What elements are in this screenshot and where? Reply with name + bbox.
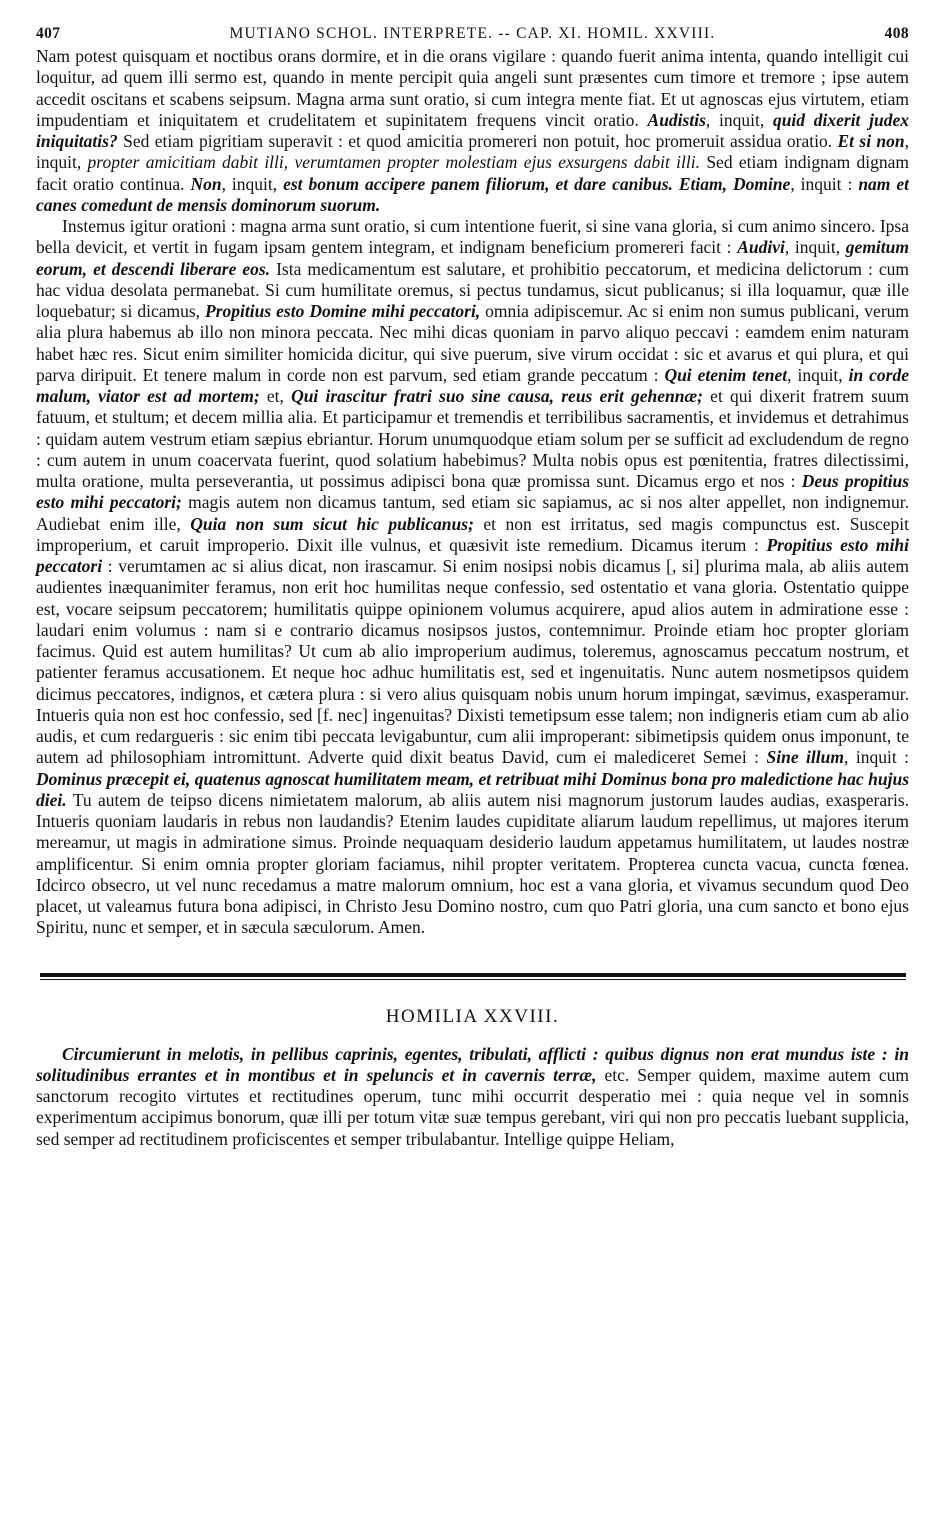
scripture-quote: gemitum eorum, et descendi liberare eos. — [36, 237, 909, 279]
scripture-quote: propter amicitiam dabit illi, verumtamen propter molestiam ejus exsurgens dabit illi. — [87, 152, 700, 173]
running-header — [36, 22, 909, 46]
scripture-quote: Dominus præcepit ei, quatenus agnoscat humilitatem meam, et retribuat mihi Dominus bona pro maledictione hac hujus diei. — [36, 768, 909, 810]
text-run: Tu autem de teipso dicens nimietatem malorum, ab aliis autem nisi magnorum justorum laudes audias, exasperaris. Intueris quoniam laudaris in rebus non laudandis? Etenim laudes cupiditate aliarum laudum repellimus, ut majores iterum mereamur, ut magis in admiratione simus. Proinde nequaquam desiderio laudum appetamus humilitatem, ut laudes nostræ amplificentur. Si enim omnia propter gloriam faciamus, nihil propter veritatem. Propterea cuncta vacua, cuncta fœnea. Idcirco obsecro, ut vel nunc recedamus a matre malorum omnium, hoc est a vana gloria, et vivamus secundum quod Deo placet, ut valeamus futura bona adipisci, in Christo Jesu Domino nostro, cum quo Patri gloria, una cum sancto et bono ejus Spiritu, nunc et semper, et in sæcula sæculorum. Amen. — [36, 789, 910, 938]
paragraph-instemus — [36, 216, 909, 939]
running-title: MUTIANO SCHOL. INTERPRETE. -- CAP. XI. HOMIL. XXVIII. — [229, 25, 716, 42]
scripture-quote: Sine illum — [766, 747, 844, 768]
scripture-quote: Audistis — [647, 109, 706, 130]
text-run: , inquit, — [705, 109, 765, 130]
scripture-quote: Deus propitius esto mihi peccatori; — [36, 471, 910, 513]
scripture-quote: in corde malum, viator est ad mortem; — [36, 364, 909, 406]
text-run: , inquit : — [790, 173, 853, 194]
text-run: : verumtamen ac si alius dicat, non irascamur. Si enim nosipsi nobis dicamus [, si] plurima mala, ab aliis autem audientes inæquanimiter feramus, non erit hoc humilitas neque confessio, sed ostentatio et vana gloria. Ostentatio quippe est, vocare seipsum peccatorem; humilitatis quippe opinionem volumus acquirere, apud alios autem in admiratione esse : laudari enim volumus : nam si e contrario dicamus nosipsos justos, contemnimur. Proinde etiam hoc propter gloriam facimus. Quid est autem humilitas? Ut cum ab alio improperium audimus, toleremus, agnoscamus peccatum nostrum, et patienter feramus accusationem. Et neque hoc adhuc humilitatis est, sed et ingenuitatis. Nunc autem nosmetipsos quidem dicimus peccatores, indignos, et cætera plura : si vero alius quisquam nobis unum horum impingat, sævimus, exasperamur. Intueris quia non est hoc confessio, sed [f. nec] ingenuitas? Dixisti temetipsum esse talem; non indigneris etiam cum ab alio audis, et cum redargueris : sic enim tibi peccata levigabuntur, cum alii improperant: sibimetipsis quidem onus imponunt, te autem ad philosophiam intromittunt. Adverte quid dixit beatus David, cum ei malediceret Semei : — [36, 556, 909, 768]
homily-xxvii-conclusion — [36, 46, 909, 939]
divider-thin-line — [40, 979, 906, 980]
text-run: , inquit, — [221, 173, 278, 194]
scripture-quote: est bonum accipere panem filiorum, et dare canibus. Etiam, Domine — [283, 173, 791, 194]
scripture-quote: Circumierunt in melotis, in pellibus caprinis, egentes, tribulati, afflicti : quibus dignus non erat mundus iste : in solitudinibus errantes et in montibus et in speluncis et in cavernis terræ, — [36, 1043, 909, 1085]
page-number-left: 407 — [36, 25, 61, 42]
homily-xxviii-opening — [36, 1044, 909, 1150]
text-run: et, — [266, 386, 284, 406]
text-run: , inquit, — [784, 237, 841, 258]
scripture-quote: Et si non — [837, 131, 905, 151]
text-run: Nam potest quisquam et noctibus orans dormire, et in die orans vigilare : quando fuerit anima intenta, quando intelligit cui loquitur, ad quem illi sermo est, quando in mente percipit quia angeli sunt præsentes cum timore et tremore ; ipse autem accedit oscitans et scabens seipsum. Magna arma sunt oratio, si cum integra mente fiat. Et ut agnoscas ejus virtutem, etiam impudentiam et iniquitatem et crudelitatem et supinitatem frequens vincit oratio. — [36, 46, 909, 130]
text-run: omnia adipiscemur. Ac si enim non sumus publicani, verum alia plura habemus ab illo non minora peccata. Nec mihi dicas quoniam in parvo aliquo peccavi : eamdem enim naturam habet hæc res. Sicut enim similiter homicida dicitur, qui sive puerum, sive virum occidat : sic et avarus et qui plura, et qui parva diripuit. Et tenere malum in corde non est parvum, sed etiam grande peccatum : — [36, 301, 910, 385]
text-run: magis autem non dicamus tantum, sed etiam sic sapiamus, ac si nos alter appellet, non indignemur. Audiebat enim ille, — [36, 492, 909, 534]
book-page — [36, 22, 909, 1150]
page-number-right: 408 — [884, 25, 909, 42]
text-run: , inquit : — [844, 747, 910, 768]
text-run: , inquit, — [36, 131, 910, 173]
text-run: etc. Semper quidem, maxime autem cum sanctorum recogito virtutes et rectitudines operum, tunc mihi occurrit desperatio mei : quia neque vel in somnis experimentum accipimus bonorum, quæ illi per totum vitæ suæ tempus gerebant, viri qui non pro peccatis luebant supplicia, sed semper ad rectitudinem proficiscentes et semper tribulabantur. Intellige quippe Heliam, — [36, 1064, 909, 1149]
text-run: Sed etiam pigritiam superavit : et quod amicitia promereri non potuit, hoc promeruit assidua oratio. — [123, 131, 833, 151]
text-run: et qui dixerit fratrem suum fatuum, et stultum; et decem millia alia. Et participamur et tremendis et terribilibus sacramentis, et invidemus et detrahimus : quidam autem vestrum etiam sæpius ebriantur. Horum unumquodque etiam solum per se sufficit ad excludendum de regno : cum autem in unum coacervata fuerint, quod solatium habebimus? Multa nobis opus est pœnitentia, fratres dilectissimi, multa oratione, multa perseverantia, ut possimus adipisci bona quæ promissa sunt. Dicamus ergo et nos : — [36, 386, 909, 491]
text-run: , inquit, — [787, 364, 843, 385]
text-run: Sed etiam indignam dignam facit oratio continua. — [36, 152, 910, 194]
scripture-quote: nam et canes comedunt de mensis dominorum suorum. — [36, 173, 910, 215]
scripture-quote: Qui irascitur fratri suo sine causa, reus erit gehennæ; — [291, 386, 703, 406]
text-run: Instemus igitur orationi : magna arma sunt oratio, si cum intentione fuerit, si sine vana gloria, si cum animo sincero. Ipsa bella devicit, et vertit in fugam ipsam gentem integram, et indignam beneficium promereri facit : — [36, 216, 909, 258]
scripture-quote: Qui etenim tenet — [664, 364, 788, 385]
divider-thick-line — [40, 973, 906, 977]
scripture-quote: quid dixerit judex iniquitatis? — [36, 109, 909, 151]
scripture-quote: Quia non sum sicut hic publicanus; — [190, 513, 474, 534]
scripture-quote: Audivi — [737, 237, 785, 258]
section-divider — [40, 973, 906, 980]
paragraph-circumierunt — [36, 1044, 909, 1150]
text-run: Ista medicamentum est salutare, et prohibitio peccatorum, et medicina delictorum : cum hac vidua desolata permanebat. Si cum humilitate oremus, si pectus tundamus, sicut publicanus; si illa loquamur, quæ ille loquebatur; si dicamus, — [36, 258, 909, 321]
scripture-quote: Propitius esto mihi peccatori — [36, 534, 910, 576]
text-run: et non est irritatus, sed magis compunctus est. Suscepit improperium, et caruit improperio. Dixit ille vulnus, et quæsivit iste remedium. Dicamus iterum : — [36, 513, 910, 555]
homily-heading: HOMILIA XXVIII. — [385, 1005, 560, 1027]
paragraph-prayer-power — [36, 46, 909, 216]
scripture-quote: Propitius esto Domine mihi peccatori, — [205, 301, 481, 321]
scripture-quote: Non — [190, 173, 222, 194]
